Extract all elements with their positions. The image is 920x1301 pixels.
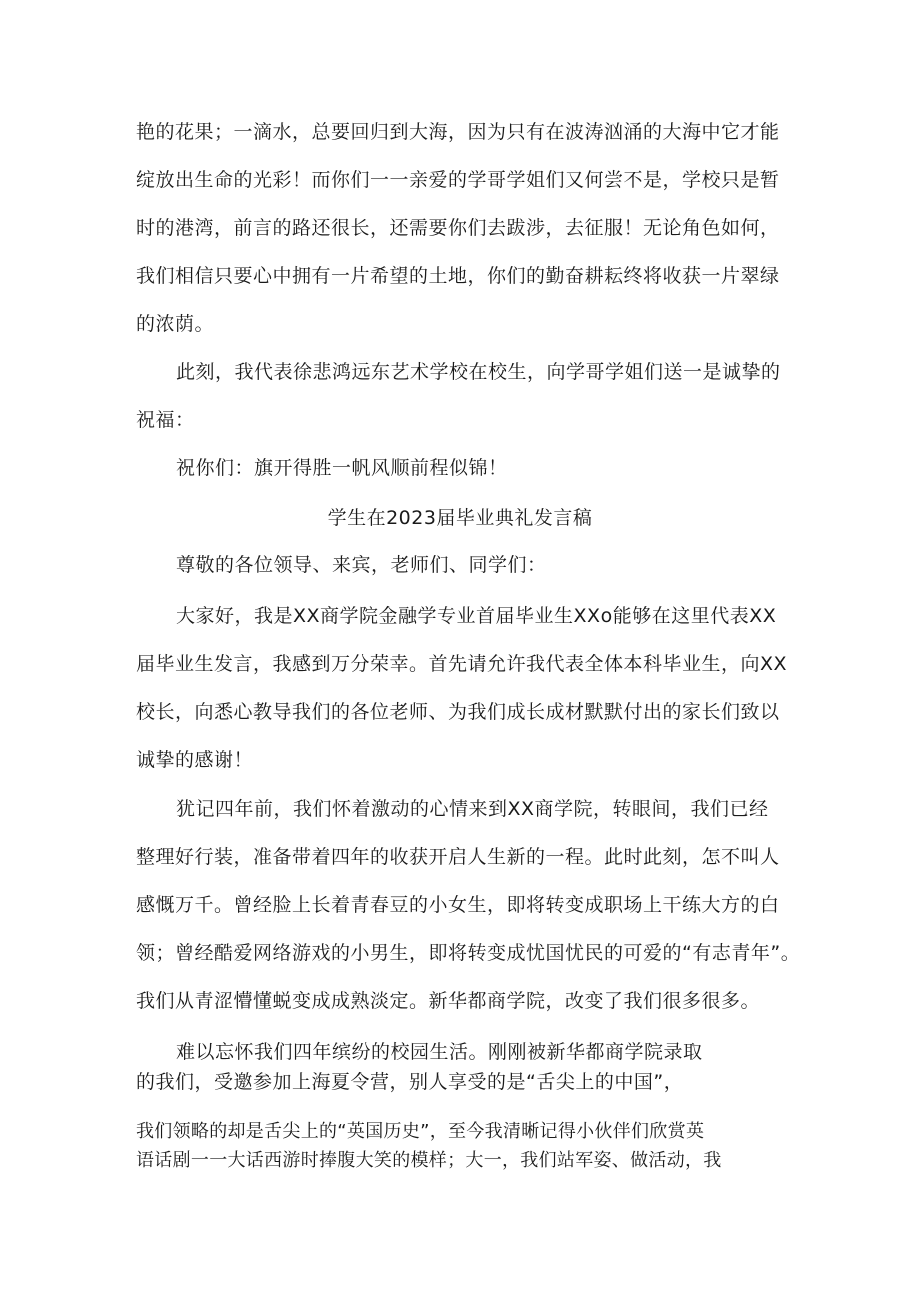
text-line-3: 时的港湾，前言的路还很长，还需要你们去跋涉，去征服！无论角色如何， (136, 217, 780, 239)
text-line-11: 大家好，我是XX商学院金融学专业首届毕业生XXo能够在这里代表XX (176, 605, 777, 627)
text-line-8: 祝你们：旗开得胜一帆风顺前程似锦！ (176, 457, 508, 479)
text-line-23: 语话剧一一大话西游时捧腹大笑的模样；大一，我们站军姿、做活动，我 (136, 1150, 722, 1171)
text-line-2: 绽放出生命的光彩！而你们一一亲爱的学哥学姐们又何尝不是，学校只是暂 (136, 169, 780, 191)
text-line-13: 校长，向悉心教导我们的各位老师、为我们成长成材默默付出的家长们致以 (136, 701, 780, 723)
text-line-6: 此刻，我代表徐悲鸿远东艺术学校在校生，向学哥学姐们送一是诚挚的 (176, 361, 781, 383)
text-line-12: 届毕业生发言，我感到万分荣幸。首先请允许我代表全体本科毕业生，向XX (136, 653, 788, 675)
text-line-4: 我们相信只要心中拥有一片希望的土地，你们的勤奋耕耘终将收获一片翠绿 (136, 265, 780, 287)
text-line-19: 我们从青涩懵懂蜕变成成熟淡定。新华都商学院，改变了我们很多很多。 (136, 990, 761, 1012)
text-line-5: 的浓荫。 (136, 313, 215, 335)
speech-title: 学生在2023届毕业典礼发言稿 (327, 507, 593, 529)
text-line-17: 感慨万千。曾经脸上长着青春豆的小女生，即将转变成职场上干练大方的白 (136, 894, 780, 916)
text-line-16: 整理好行装，准备带着四年的收获开启人生新的一程。此时此刻，怎不叫人 (136, 846, 780, 868)
text-line-20: 难以忘怀我们四年缤纷的校园生活。刚刚被新华都商学院录取 (176, 1041, 703, 1063)
text-line-21: 的我们，受邀参加上海夏令营，别人享受的是“舌尖上的中国”， (136, 1071, 684, 1093)
text-line-18: 领；曾经酷爱网络游戏的小男生，即将转变成忧国忧民的可爱的“有志青年”。 (136, 942, 801, 964)
text-line-7: 祝福： (136, 409, 195, 431)
text-line-14: 诚挚的感谢！ (136, 749, 254, 771)
text-line-15: 犹记四年前，我们怀着激动的心情来到XX商学院，转眼间，我们已经 (176, 798, 769, 820)
text-line-22: 我们领略的却是舌尖上的“英国历史”，至今我清晰记得小伙伴们欣赏英 (136, 1121, 705, 1142)
salutation-line: 尊敬的各位领导、来宾，老师们、同学们： (176, 554, 547, 576)
text-line-1: 艳的花果；一滴水，总要回归到大海，因为只有在波涛汹涌的大海中它才能 (136, 121, 780, 143)
